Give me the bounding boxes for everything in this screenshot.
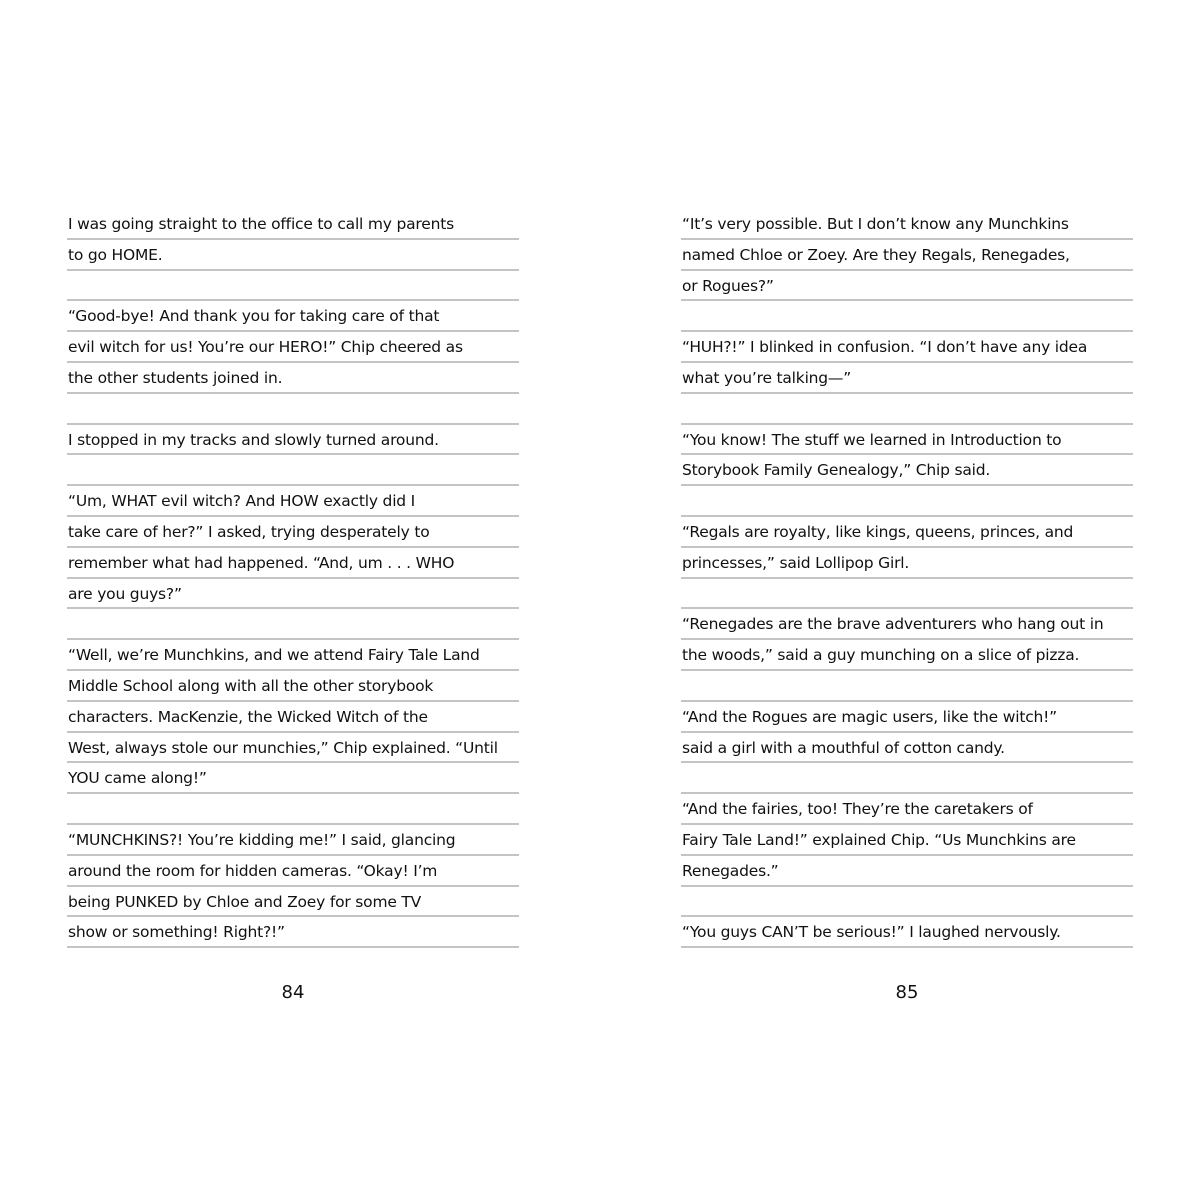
ruled-text-line (681, 763, 1133, 794)
ruled-text-line: around the room for hidden cameras. “Okay! I’m (67, 856, 519, 887)
ruled-text-line: “Regals are royalty, like kings, queens, princes, and (681, 517, 1133, 548)
ruled-text-line (67, 394, 519, 425)
page-number-right: 85 (895, 982, 919, 1003)
ruled-text-line: Storybook Family Genealogy,” Chip said. (681, 455, 1133, 486)
ruled-text-line: being PUNKED by Chloe and Zoey for some TV (67, 887, 519, 918)
ruled-text-line: said a girl with a mouthful of cotton candy. (681, 733, 1133, 764)
ruled-text-line: I was going straight to the office to call my parents (67, 209, 519, 240)
ruled-text-line (681, 301, 1133, 332)
ruled-text-line: “It’s very possible. But I don’t know any Munchkins (681, 209, 1133, 240)
ruled-text-line: the woods,” said a guy munching on a slice of pizza. (681, 640, 1133, 671)
ruled-text-line: “And the fairies, too! They’re the caretakers of (681, 794, 1133, 825)
ruled-text-line: YOU came along!” (67, 763, 519, 794)
ruled-text-line: “Renegades are the brave adventurers who hang out in (681, 609, 1133, 640)
ruled-text-line: Fairy Tale Land!” explained Chip. “Us Munchkins are (681, 825, 1133, 856)
ruled-text-line: are you guys?” (67, 579, 519, 610)
ruled-text-line: “You know! The stuff we learned in Introduction to (681, 425, 1133, 456)
ruled-text-line (67, 271, 519, 302)
ruled-text-line (67, 794, 519, 825)
ruled-text-line: I stopped in my tracks and slowly turned around. (67, 425, 519, 456)
ruled-text-line: “Good-bye! And thank you for taking care of that (67, 301, 519, 332)
ruled-text-line: “MUNCHKINS?! You’re kidding me!” I said, glancing (67, 825, 519, 856)
ruled-text-line (681, 671, 1133, 702)
ruled-text-line: Middle School along with all the other storybook (67, 671, 519, 702)
ruled-text-line: characters. MacKenzie, the Wicked Witch of the (67, 702, 519, 733)
ruled-text-line (681, 486, 1133, 517)
ruled-text-line (67, 609, 519, 640)
ruled-text-line: to go HOME. (67, 240, 519, 271)
ruled-text-line: Renegades.” (681, 856, 1133, 887)
ruled-text-line: what you’re talking—” (681, 363, 1133, 394)
ruled-text-line: “Um, WHAT evil witch? And HOW exactly did I (67, 486, 519, 517)
left-page (67, 209, 519, 948)
ruled-text-line: “HUH?!” I blinked in confusion. “I don’t have any idea (681, 332, 1133, 363)
ruled-text-line (681, 394, 1133, 425)
ruled-text-line (681, 887, 1133, 918)
ruled-text-line (681, 579, 1133, 610)
ruled-text-line: remember what had happened. “And, um . . . WHO (67, 548, 519, 579)
ruled-text-line (67, 455, 519, 486)
ruled-text-line: evil witch for us! You’re our HERO!” Chip cheered as (67, 332, 519, 363)
right-page (681, 209, 1133, 948)
page-number-left: 84 (281, 982, 305, 1003)
ruled-text-line: the other students joined in. (67, 363, 519, 394)
ruled-text-line: show or something! Right?!” (67, 917, 519, 948)
ruled-text-line: princesses,” said Lollipop Girl. (681, 548, 1133, 579)
ruled-text-line: “Well, we’re Munchkins, and we attend Fairy Tale Land (67, 640, 519, 671)
ruled-text-line: or Rogues?” (681, 271, 1133, 302)
ruled-text-line: “You guys CAN’T be serious!” I laughed nervously. (681, 917, 1133, 948)
ruled-text-line: “And the Rogues are magic users, like the witch!” (681, 702, 1133, 733)
ruled-text-line: take care of her?” I asked, trying desperately to (67, 517, 519, 548)
ruled-text-line: West, always stole our munchies,” Chip explained. “Until (67, 733, 519, 764)
ruled-text-line: named Chloe or Zoey. Are they Regals, Renegades, (681, 240, 1133, 271)
